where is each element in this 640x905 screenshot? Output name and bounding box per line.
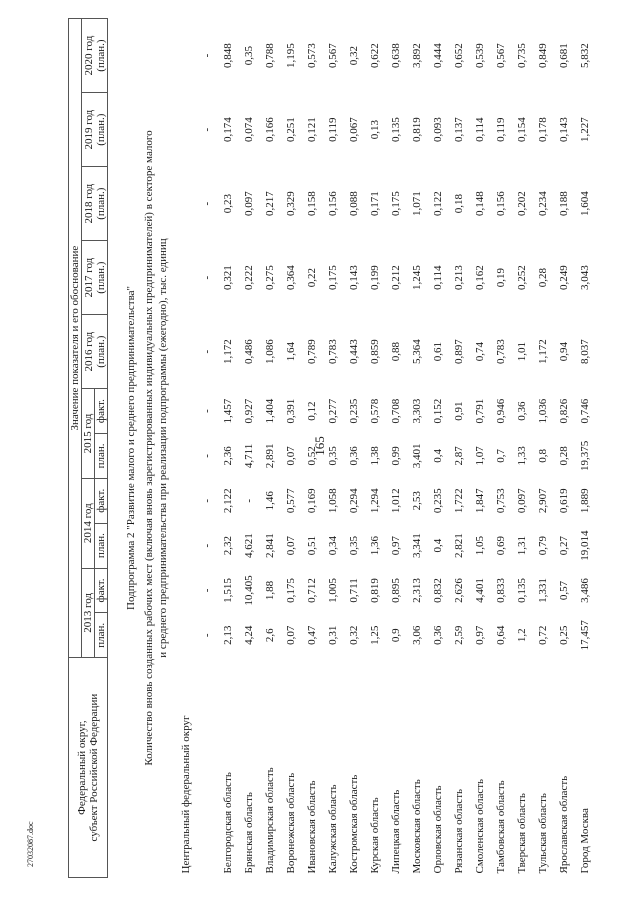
table-cell: 0,202	[516, 191, 528, 217]
table-cell: 0,35	[243, 45, 255, 66]
table-cell: 0,252	[516, 265, 528, 291]
table-cell: 0,158	[306, 191, 318, 217]
table-cell: 0,143	[348, 265, 360, 291]
federal-district-label: Центральный федеральный округ	[180, 715, 192, 874]
table-cell: 1,331	[537, 578, 549, 603]
region-name: Владимирская область	[264, 767, 276, 874]
region-name: Ярославская область	[558, 775, 570, 874]
fact-subheader: факт.	[95, 568, 108, 613]
table-cell: 0,093	[432, 117, 444, 143]
table-cell: 0,35	[327, 446, 339, 466]
table-cell: 0,753	[495, 488, 507, 514]
table-cell: 3,341	[411, 533, 423, 558]
value-group-header: Значение показателя и его обоснование	[69, 19, 82, 658]
region-column-header: Федеральный округ, субъект Российской Федерации	[69, 658, 108, 878]
table-cell: 0,712	[306, 578, 318, 603]
table-cell: 0,99	[390, 446, 402, 466]
table-cell: 0,652	[453, 43, 465, 68]
table-cell: -	[201, 588, 213, 593]
table-cell: 0,47	[306, 625, 318, 645]
table-row	[323, 19, 344, 878]
table-cell: -	[201, 127, 213, 132]
table-cell: 2,122	[222, 488, 234, 514]
table-cell: 0,294	[348, 488, 360, 514]
table-cell: 2,626	[453, 578, 465, 603]
table-cell: -	[201, 53, 213, 58]
table-cell: 0,791	[474, 398, 486, 424]
region-name: Тульская область	[537, 793, 549, 874]
district-values-spacer	[197, 658, 218, 878]
table-cell: 2,87	[453, 446, 465, 466]
region-name: Белгородская область	[222, 772, 234, 874]
rotated-page	[68, 18, 608, 878]
table-cell: 0,31	[327, 625, 339, 645]
table-cell: 1,227	[579, 117, 591, 143]
table-cell: 0,927	[243, 398, 255, 424]
table-cell: 0,36	[432, 625, 444, 645]
table-cell: 1,722	[453, 488, 465, 514]
region-name: Ивановская область	[306, 780, 318, 874]
table-cell: 0,13	[369, 120, 381, 140]
table-cell: 1,086	[264, 339, 276, 365]
table-cell: 0,143	[558, 117, 570, 143]
table-cell: 0,188	[558, 191, 570, 217]
table-cell: 0,91	[453, 401, 465, 421]
table-cell: 5,364	[411, 339, 423, 365]
table-body	[108, 19, 597, 878]
table-cell: 0,567	[495, 43, 507, 68]
table-row	[302, 19, 323, 878]
table-cell: 1,005	[327, 578, 339, 603]
table-cell: 1,2	[516, 628, 528, 643]
table-cell: 0,832	[432, 578, 444, 603]
table-cell: 0,162	[474, 265, 486, 291]
table-cell: 2,821	[453, 533, 465, 558]
year-header: 2019 год (план.)	[82, 93, 108, 167]
table-cell: 3,486	[579, 578, 591, 603]
table-cell: 1,457	[222, 398, 234, 424]
table-cell: 0,789	[306, 339, 318, 365]
table-cell: 5,832	[579, 43, 591, 68]
year-header: 2015 год	[82, 389, 95, 479]
table-cell: 3,401	[411, 443, 423, 469]
table-cell: 0,152	[432, 398, 444, 424]
table-cell: 4,401	[474, 578, 486, 603]
table-cell: 0,32	[348, 45, 360, 66]
table-row	[365, 19, 386, 878]
region-name: Курская область	[369, 797, 381, 874]
table-cell: 0,23	[222, 194, 234, 214]
region-name: Брянская область	[243, 792, 255, 874]
year-header: 2020 год (план.)	[82, 19, 108, 93]
table-cell: 4,621	[243, 533, 255, 558]
plan-subheader: план.	[95, 613, 108, 658]
table-cell: 0,119	[327, 117, 339, 142]
table-cell: 1,058	[327, 488, 339, 514]
table-cell: 0,175	[285, 578, 297, 603]
table-cell: 1,25	[369, 625, 381, 645]
table-cell: 1,847	[474, 488, 486, 514]
table-cell: -	[201, 543, 213, 548]
region-name: Калужская область	[327, 784, 339, 874]
table-cell: 2,891	[264, 443, 276, 469]
table-cell: 19,375	[579, 440, 591, 472]
table-cell: 0,61	[432, 342, 444, 362]
table-cell: 0,277	[327, 398, 339, 424]
table-cell: 0,486	[243, 339, 255, 365]
table-cell: 0,819	[411, 117, 423, 143]
table-cell: -	[201, 349, 213, 354]
region-name: Тамбовская область	[495, 780, 507, 874]
table-cell: 0,25	[558, 625, 570, 645]
table-cell: 0,4	[432, 538, 444, 553]
table-cell: 0,27	[558, 535, 570, 556]
table-cell: 0,175	[327, 265, 339, 291]
table-row	[575, 19, 596, 878]
subprogram-title: Подпрограмма 2 "Развитие малого и среднего предпринимательства"	[125, 286, 137, 610]
table-cell: 0,251	[285, 117, 297, 143]
table-cell: 2,53	[411, 491, 423, 511]
table-cell: 10,405	[243, 575, 255, 606]
table-cell: 0,12	[306, 401, 318, 421]
table-cell: 1,036	[537, 398, 549, 424]
table-cell: -	[201, 275, 213, 280]
table-cell: 0,169	[306, 488, 318, 514]
table-cell: 0,114	[474, 117, 486, 142]
table-cell: 0,19	[495, 268, 507, 288]
table-cell: 3,303	[411, 398, 423, 424]
table-header	[69, 19, 108, 878]
table-cell: 0,7	[495, 449, 507, 463]
plan-subheader: план.	[95, 434, 108, 479]
table-cell: 0,178	[537, 117, 549, 143]
indicator-description: Количество вновь созданных рабочих мест (включая вновь зарегистрированных индивидуальных предпринимателей) в секторе малого и среднего предпринимательства при реализации подпрограммы (ежегодно), тыс. единиц	[143, 130, 169, 766]
table-cell: 3,06	[411, 625, 423, 645]
table-cell: 0,122	[432, 191, 444, 217]
plan-subheader: план.	[95, 523, 108, 568]
table-cell: 0,9	[390, 628, 402, 643]
table-row	[491, 19, 512, 878]
table-row	[533, 19, 554, 878]
table-cell: 0,166	[264, 117, 276, 143]
table-cell: 0,788	[264, 43, 276, 68]
table-cell: 0,212	[390, 265, 402, 291]
table-cell: 1,07	[474, 446, 486, 466]
table-cell: 0,69	[495, 535, 507, 556]
table-cell: 1,172	[537, 339, 549, 365]
table-cell: 2,59	[453, 625, 465, 645]
table-cell: 0,783	[495, 339, 507, 365]
region-name: Рязанская область	[453, 788, 465, 874]
table-cell: 1,38	[369, 446, 381, 466]
table-cell: 0,783	[327, 339, 339, 365]
table-row	[281, 19, 302, 878]
table-cell: 1,05	[474, 535, 486, 556]
table-cell: 1,33	[516, 446, 528, 466]
table-row	[218, 19, 239, 878]
table-cell: 0,619	[558, 488, 570, 514]
table-cell: 2,6	[264, 628, 276, 643]
table-cell: 1,404	[264, 398, 276, 424]
table-cell: 2,313	[411, 578, 423, 603]
table-cell: 1,64	[285, 342, 297, 362]
table-cell: 0,114	[432, 265, 444, 290]
table-cell: 0,222	[243, 265, 255, 291]
table-cell: 1,01	[516, 342, 528, 362]
table-cell: 0,79	[537, 535, 549, 556]
table-row	[407, 19, 428, 878]
table-cell: 3,043	[579, 265, 591, 291]
table-row	[344, 19, 365, 878]
fact-subheader: факт.	[95, 389, 108, 434]
table-cell: 0,137	[453, 117, 465, 143]
table-cell: 0,07	[285, 535, 297, 556]
table-cell: 1,604	[579, 191, 591, 217]
table-cell: 0,711	[348, 578, 360, 603]
table-cell: 1,172	[222, 339, 234, 365]
table-row	[428, 19, 449, 878]
table-cell: 0,4	[432, 449, 444, 463]
table-cell: 0,213	[453, 265, 465, 291]
table-cell: -	[201, 633, 213, 638]
table-cell: 1,245	[411, 265, 423, 291]
table-cell: -	[201, 454, 213, 458]
table-cell: 0,443	[348, 339, 360, 365]
year-header: 2017 год (план.)	[82, 241, 108, 315]
table-cell: 0,848	[222, 43, 234, 68]
table-cell: 0,121	[306, 117, 318, 143]
table-cell: 0,74	[474, 342, 486, 362]
table-cell: 2,907	[537, 488, 549, 514]
page-number: 165	[312, 436, 327, 456]
table-cell: 0,638	[390, 43, 402, 68]
table-cell: 0,217	[264, 191, 276, 217]
table-row	[470, 19, 491, 878]
table-cell: 0,52	[306, 446, 318, 466]
region-name: Тверская область	[516, 793, 528, 874]
table-cell: 3,892	[411, 43, 423, 68]
table-cell: 0,88	[390, 342, 402, 362]
table-cell: 0,708	[390, 398, 402, 424]
indicator-table	[68, 18, 596, 878]
table-cell: 0,364	[285, 265, 297, 291]
table-cell: 0,088	[348, 191, 360, 217]
table-cell: 0,897	[453, 339, 465, 365]
year-header: 2013 год	[82, 568, 95, 658]
table-cell: 0,51	[306, 535, 318, 556]
table-cell: 4,24	[243, 625, 255, 645]
table-cell: 0,444	[432, 43, 444, 68]
table-cell: -	[201, 201, 213, 206]
table-cell: 0,097	[516, 488, 528, 514]
table-cell: 0,833	[495, 578, 507, 603]
table-cell: 0,391	[285, 398, 297, 424]
table-cell: 0,36	[348, 446, 360, 466]
table-cell: 0,539	[474, 43, 486, 68]
table-cell: 0,119	[495, 117, 507, 142]
table-cell: 2,841	[264, 533, 276, 558]
table-cell: 0,235	[432, 488, 444, 514]
table-row	[386, 19, 407, 878]
table-cell: 0,36	[516, 401, 528, 421]
fact-subheader: факт.	[95, 478, 108, 523]
table-cell: 0,34	[327, 535, 339, 556]
table-cell: 0,199	[369, 265, 381, 291]
table-cell: 2,32	[222, 535, 234, 556]
table-cell: 1,88	[264, 580, 276, 601]
table-cell: 19,014	[579, 530, 591, 561]
table-cell: 0,074	[243, 117, 255, 143]
table-cell: 0,72	[537, 625, 549, 645]
table-cell: 0,8	[537, 449, 549, 463]
region-name: Костромская область	[348, 774, 360, 874]
region-name: Орловская область	[432, 785, 444, 874]
table-cell: 1,36	[369, 535, 381, 556]
table-cell: 1,46	[264, 491, 276, 511]
table-cell: 0,07	[285, 446, 297, 466]
table-cell: 1,889	[579, 488, 591, 514]
year-header: 2016 год (план.)	[82, 315, 108, 389]
table-cell: 1,515	[222, 578, 234, 603]
table-cell: 0,746	[579, 398, 591, 424]
table-cell: 0,94	[558, 342, 570, 362]
table-cell: 0,578	[369, 398, 381, 424]
table-cell: 0,156	[495, 191, 507, 217]
table-cell: 0,097	[243, 191, 255, 217]
table-cell: 0,622	[369, 43, 381, 68]
table-cell: 0,97	[474, 625, 486, 645]
table-cell: 1,31	[516, 535, 528, 556]
table-cell: 0,154	[516, 117, 528, 143]
table-row	[260, 19, 281, 878]
region-name: Смоленская область	[474, 778, 486, 874]
table-cell: 0,32	[348, 625, 360, 645]
table-cell: 0,235	[348, 398, 360, 424]
table-cell: 0,573	[306, 43, 318, 68]
table-cell: 0,64	[495, 625, 507, 645]
table-cell: 0,148	[474, 191, 486, 217]
table-cell: 0,067	[348, 117, 360, 143]
table-cell: 0,819	[369, 578, 381, 603]
table-cell: 0,97	[390, 535, 402, 556]
year-header: 2018 год (план.)	[82, 167, 108, 241]
table-cell: 0,849	[537, 43, 549, 68]
table-cell: 0,275	[264, 265, 276, 291]
table-cell: 0,135	[390, 117, 402, 143]
table-cell: -	[201, 409, 213, 413]
footer-doc-code: 27032087.doc	[26, 821, 35, 867]
region-name: Воронежская область	[285, 772, 297, 874]
table-cell: 0,57	[558, 580, 570, 601]
region-name: Московская область	[411, 779, 423, 874]
table-cell: 0,567	[327, 43, 339, 68]
table-cell: 2,36	[222, 446, 234, 466]
table-cell: -	[201, 498, 213, 503]
table-row	[239, 19, 260, 878]
table-cell: 2,13	[222, 625, 234, 645]
table-cell: 4,711	[243, 443, 255, 469]
table-cell: 0,07	[285, 625, 297, 645]
table-cell: 0,329	[285, 191, 297, 217]
table-cell: -	[243, 498, 255, 503]
table-cell: 0,135	[516, 578, 528, 603]
table-cell: 0,681	[558, 43, 570, 68]
district-values-row	[197, 19, 218, 878]
table-cell: 8,037	[579, 339, 591, 365]
table-cell: 0,174	[222, 117, 234, 143]
table-cell: 0,28	[537, 268, 549, 288]
table-cell: 0,22	[306, 268, 318, 288]
table-cell: 0,826	[558, 398, 570, 424]
table-cell: 1,294	[369, 488, 381, 514]
table-cell: 0,321	[222, 265, 234, 291]
table-cell: 0,28	[558, 446, 570, 466]
table-cell: 0,234	[537, 191, 549, 217]
table-row	[512, 19, 533, 878]
table-cell: 0,859	[369, 339, 381, 365]
table-cell: 0,946	[495, 398, 507, 424]
table-cell: 0,171	[369, 191, 381, 217]
year-header: 2014 год	[82, 478, 95, 568]
table-cell: 17,457	[579, 620, 591, 651]
table-row	[554, 19, 575, 878]
table-cell: 1,071	[411, 191, 423, 217]
region-name: Город Москва	[579, 808, 591, 874]
table-cell: 1,012	[390, 488, 402, 514]
table-cell: 0,735	[516, 43, 528, 68]
table-cell: 0,18	[453, 194, 465, 214]
table-cell: 0,156	[327, 191, 339, 217]
table-cell: 0,249	[558, 265, 570, 291]
table-cell: 1,195	[285, 43, 297, 68]
table-cell: 0,577	[285, 488, 297, 514]
table-row	[449, 19, 470, 878]
table-cell: 0,175	[390, 191, 402, 217]
region-name: Липецкая область	[390, 789, 402, 874]
table-cell: 0,895	[390, 578, 402, 603]
table-cell: 0,35	[348, 535, 360, 556]
